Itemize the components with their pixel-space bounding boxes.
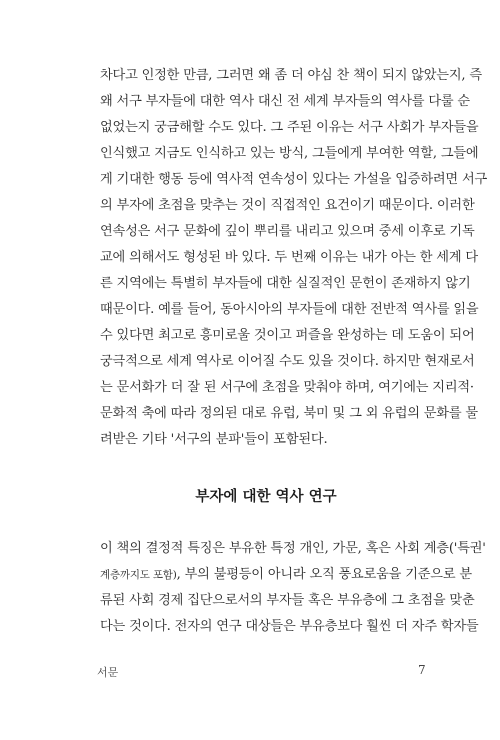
body-line: 때문이다. 예를 들어, 동아시아의 부자들에 대한 전반적 역사를 읽을 — [100, 302, 479, 317]
body-line: 게 기대한 행동 등에 역사적 연속성이 있다는 가설을 입증하려면 서구 — [100, 172, 488, 187]
section-line: 다는 것이다. 전자의 연구 대상들은 부유층보다 훨씬 더 자주 학자들 — [100, 619, 479, 634]
body-line: 문화적 축에 따라 정의된 대로 유럽, 북미 및 그 외 유럽의 문화를 물 — [100, 406, 478, 421]
body-line: 른 지역에는 특별히 부자들에 대한 실질적인 문헌이 존재하지 않기 — [100, 276, 471, 291]
body-line: 는 문서화가 더 잘 된 서구에 초점을 맞춰야 하며, 여기에는 지리적· — [100, 380, 474, 395]
section-line: 이 책의 결정적 특징은 부유한 특정 개인, 가문, 혹은 사회 계층('특권' — [100, 541, 486, 556]
parenthetical-note: 계층까지도 포함) — [100, 569, 177, 581]
body-line: 교에 의해서도 형성된 바 있다. 두 번째 이유는 내가 아는 한 세계 다 — [100, 250, 478, 265]
running-footer-section: 서문 — [97, 666, 119, 679]
body-line: 의 부자에 초점을 맞추는 것이 직접적인 요건이기 때문이다. 이러한 — [100, 198, 475, 213]
body-line: 차다고 인정한 만큼, 그러면 왜 좀 더 야심 찬 책이 되지 않았는지, 즉 — [100, 68, 482, 83]
page-number: 7 — [418, 663, 426, 677]
body-line: 없었는지 궁금해할 수도 있다. 그 주된 이유는 서구 사회가 부자들을 — [100, 120, 479, 135]
body-line: 려받은 기타 '서구의 분파'들이 포함된다. — [100, 432, 328, 447]
body-line: 수 있다면 최고로 흥미로울 것이고 퍼즐을 완성하는 데 도움이 되어 — [100, 328, 475, 343]
section-heading: 부자에 대한 역사 연구 — [195, 489, 337, 505]
body-line: 궁극적으로 세계 역사로 이어질 수도 있을 것이다. 하지만 현재로서 — [100, 354, 475, 369]
body-line: 연속성은 서구 문화에 깊이 뿌리를 내리고 있으며 중세 이후로 기독 — [100, 224, 475, 239]
body-line: 인식했고 지금도 인식하고 있는 방식, 그들에게 부여한 역할, 그들에 — [100, 146, 479, 161]
section-line: 류된 사회 경제 집단으로서의 부자들 혹은 부유층에 그 초점을 맞춘 — [100, 593, 475, 608]
body-line: 왜 서구 부자들에 대한 역사 대신 전 세계 부자들의 역사를 다룰 순 — [100, 94, 470, 109]
section-line-text: , 부의 불평등이 아니라 오직 풍요로움을 기준으로 분 — [176, 567, 472, 582]
section-line — [100, 566, 472, 584]
